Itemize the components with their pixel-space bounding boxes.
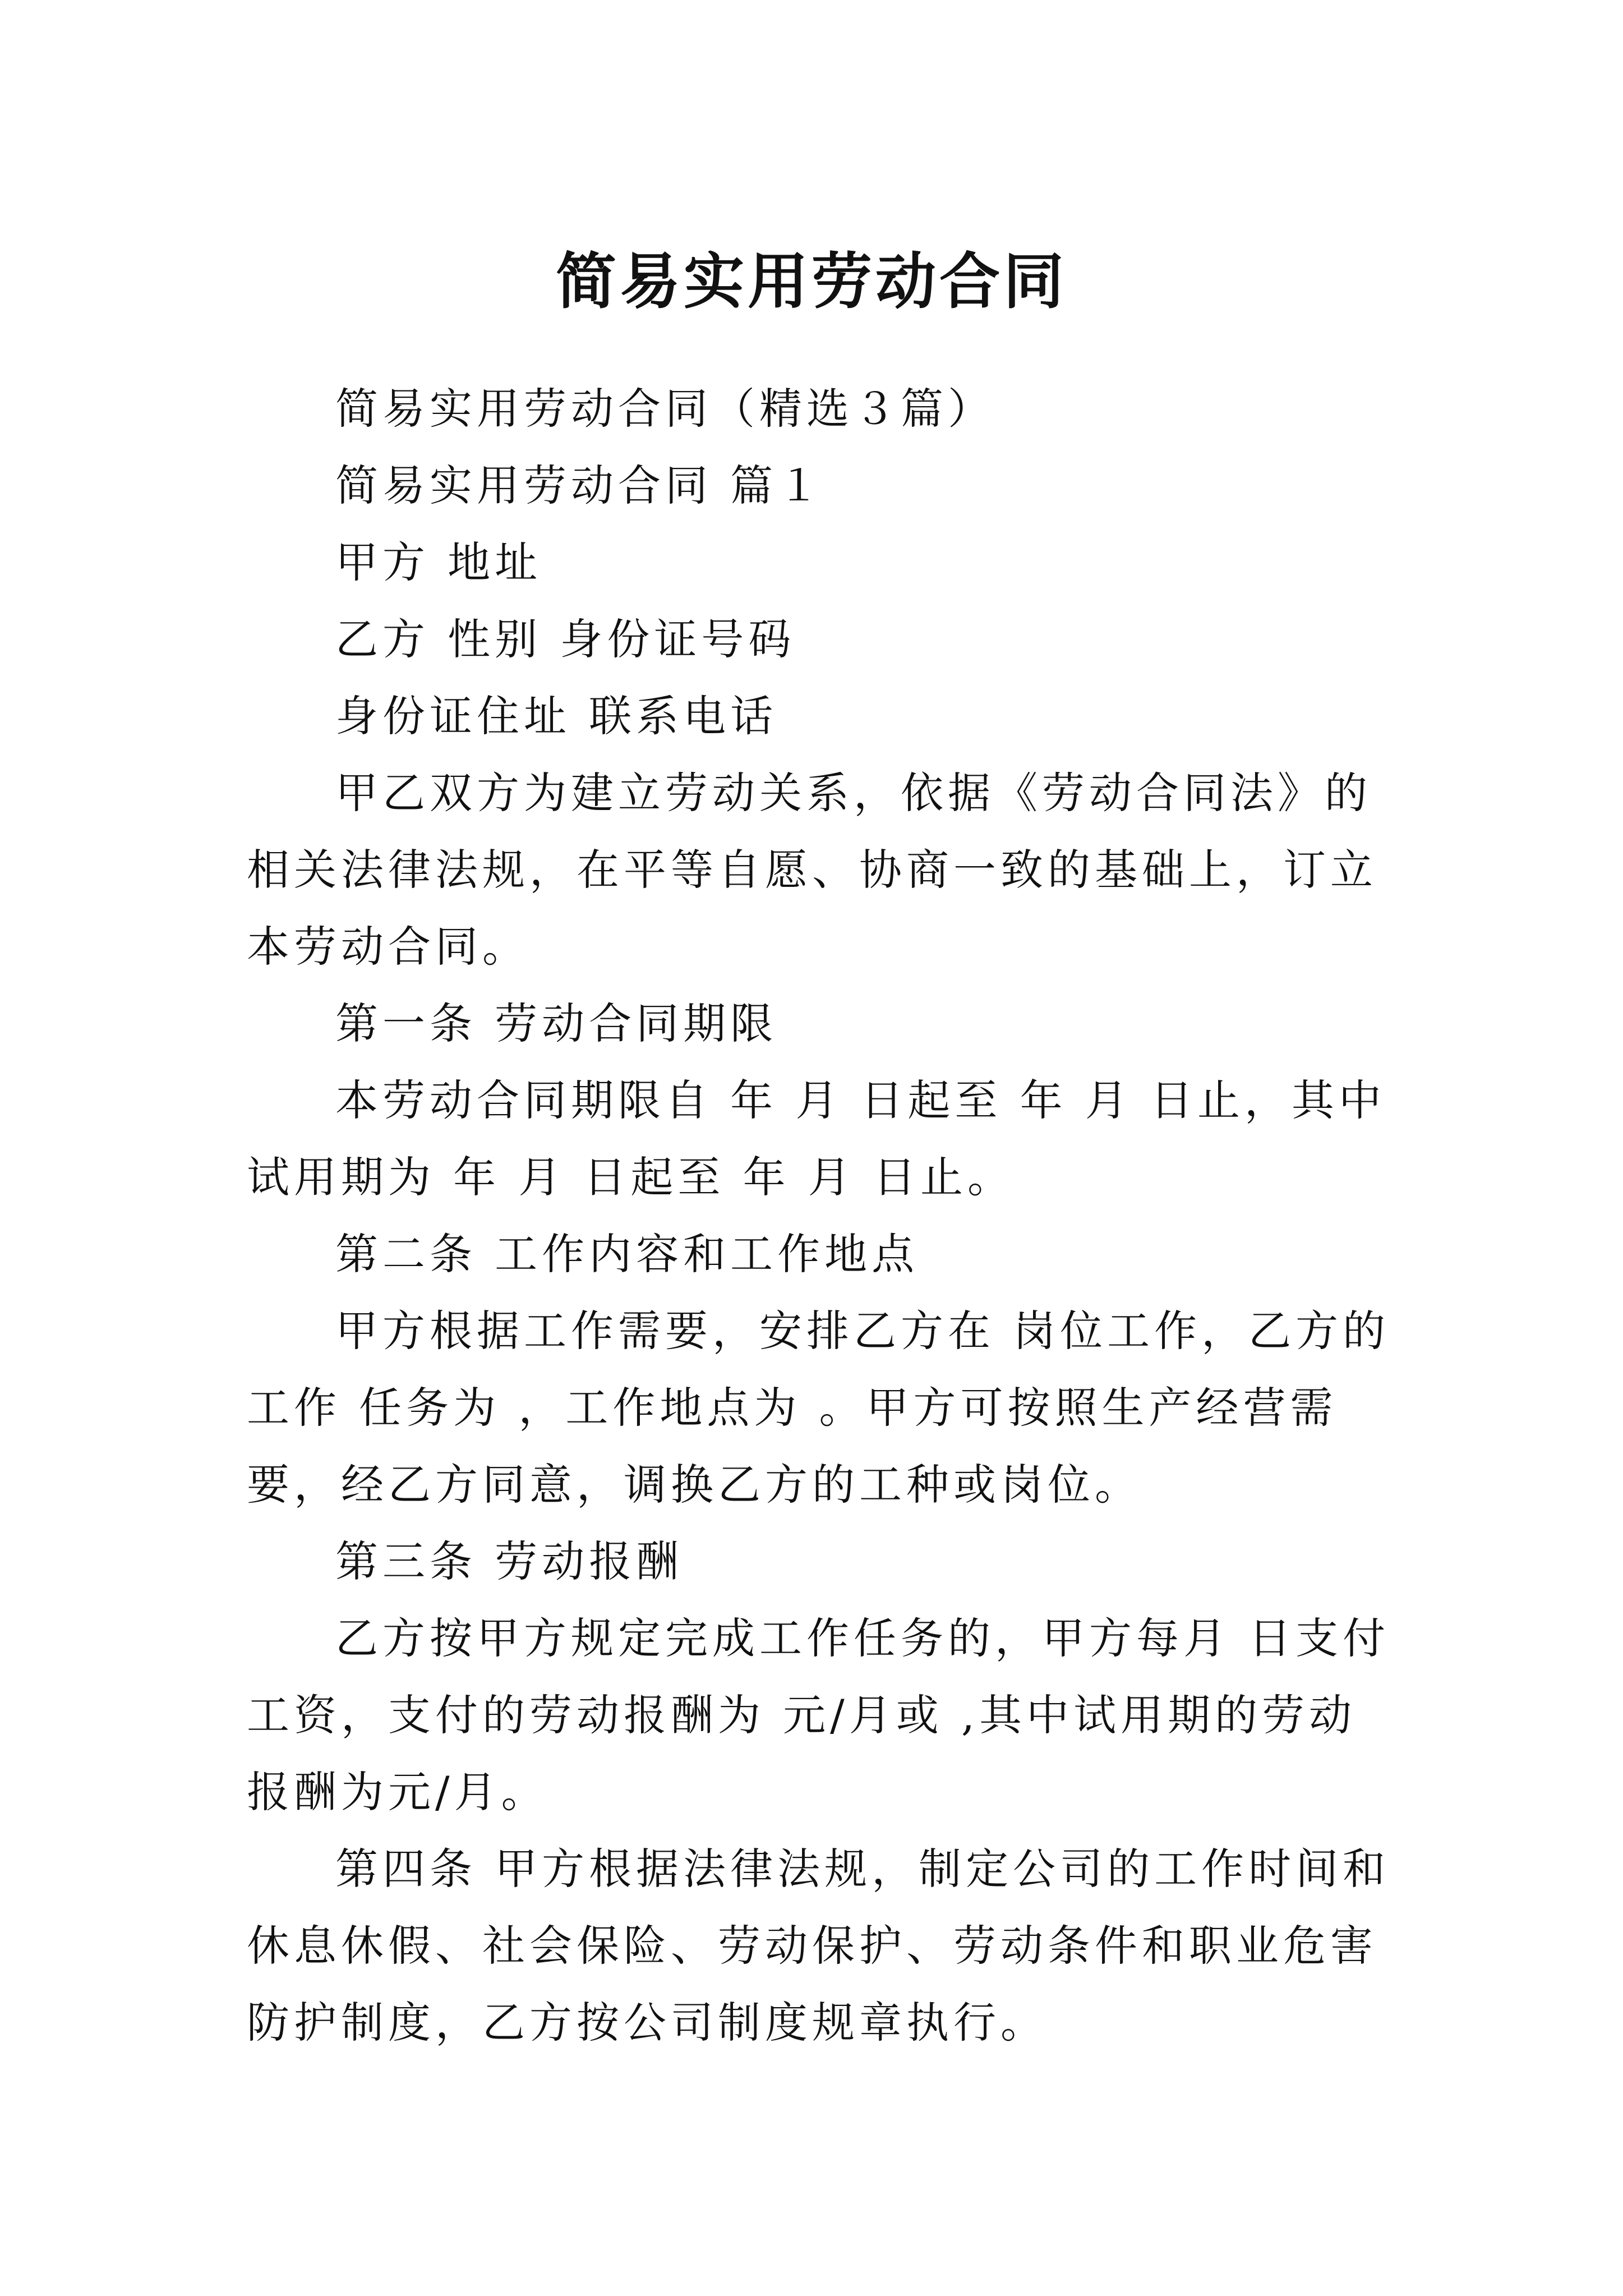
article-2-heading: 第二条 工作内容和工作地点 xyxy=(335,1229,919,1279)
document-title: 简易实用劳动合同 xyxy=(555,246,1067,318)
paragraph-party-b: 乙方 性别 身份证号码 xyxy=(335,614,796,664)
paragraph-part-heading: 简易实用劳动合同 篇１ xyxy=(335,461,825,510)
article-1-body: 本劳动合同期限自 年 月 日起至 年 月 日止，其中试用期为 年 月 日起至 年 月 日止。 xyxy=(247,1075,1386,1202)
article-2-body: 甲方根据工作需要，安排乙方在 岗位工作，乙方的工作 任务为 ，工作地点为 。甲方可按照生产经营需要，经乙方同意，调换乙方的工种或岗位。 xyxy=(247,1306,1390,1510)
document-body xyxy=(247,370,1391,2061)
paragraph-preamble: 甲乙双方为建立劳动关系，依据《劳动合同法》的相关法律法规，在平等自愿、协商一致的基础上，订立本劳动合同。 xyxy=(247,768,1377,972)
article-3-body: 乙方按甲方规定完成工作任务的，甲方每月 日支付工资，支付的劳动报酬为 元/月或 ,其中试用期的劳动报酬为元/月。 xyxy=(247,1613,1390,1817)
article-4-body: 第四条 甲方根据法律法规，制定公司的工作时间和休息休假、社会保险、劳动保护、劳动条件和职业危害防护制度，乙方按公司制度规章执行。 xyxy=(247,1844,1390,2047)
paragraph-party-a: 甲方 地址 xyxy=(335,537,542,587)
paragraph-subtitle: 简易实用劳动合同（精选３篇） xyxy=(335,384,995,434)
article-3-heading: 第三条 劳动报酬 xyxy=(335,1536,684,1586)
article-1-heading: 第一条 劳动合同期限 xyxy=(335,999,778,1048)
paragraph-id-address: 身份证住址 联系电话 xyxy=(335,691,778,741)
